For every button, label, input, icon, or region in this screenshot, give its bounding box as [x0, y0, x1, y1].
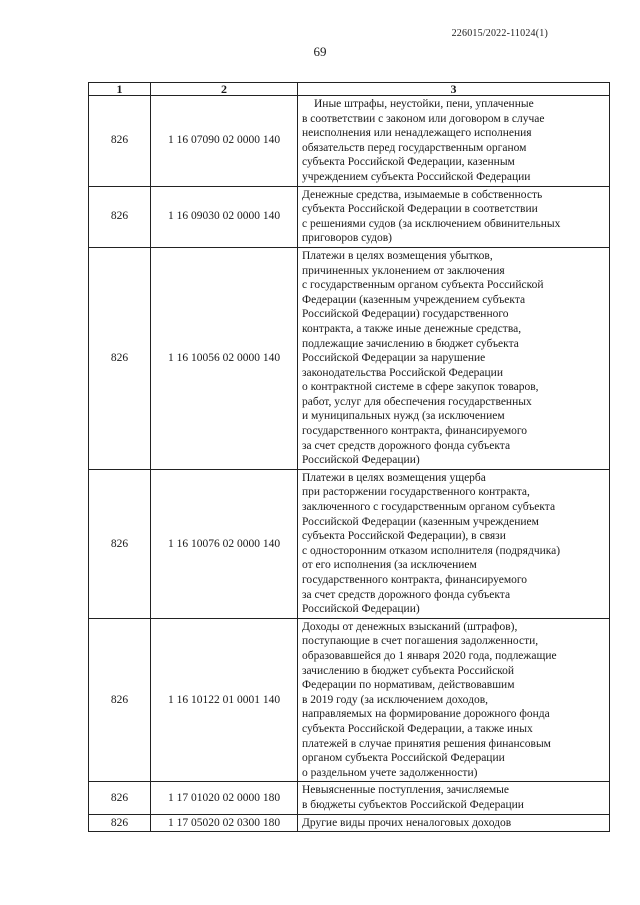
kbk-code-cell: 1 17 01020 02 0000 180: [151, 782, 298, 814]
description-line: платежей в случае принятия решения финансовым: [302, 737, 551, 750]
description-line: субъекта Российской Федерации, а также иных: [302, 722, 533, 735]
description-line: государственного контракта, финансируемого: [302, 425, 528, 438]
description-line: Российской Федерации (казенным учреждением: [302, 515, 539, 528]
description-line: органом субъекта Российской Федерации: [302, 752, 505, 765]
description-line: о раздельном учете задолженности): [302, 766, 478, 779]
description-line: заключенного с государственным органом субъекта: [302, 501, 556, 514]
description-line: от его исполнения (за исключением: [302, 559, 477, 572]
description-line: субъекта Российской Федерации в соответствии: [302, 203, 538, 216]
description-line: Российской Федерации) государственного: [302, 308, 509, 321]
table-row: [89, 814, 610, 832]
description-line: учреждением субъекта Российской Федерации: [302, 170, 531, 183]
admin-code-cell: 826: [89, 186, 151, 247]
column-header-3: 3: [298, 83, 610, 96]
description-cell: [298, 814, 610, 832]
description-line: за счет средств дорожного фонда субъекта: [302, 439, 511, 452]
description-line: Федерации по нормативам, действовавшим: [302, 679, 515, 692]
description-cell: [298, 96, 610, 187]
description-line: в бюджеты субъектов Российской Федерации: [302, 798, 524, 811]
description-line: неисполнения или ненадлежащего исполнения: [302, 127, 532, 140]
table-row: [89, 469, 610, 618]
admin-code-cell: 826: [89, 469, 151, 618]
description-cell: [298, 186, 610, 247]
description-line: поступающие в счет погашения задолженности,: [302, 635, 539, 648]
description-line: за счет средств дорожного фонда субъекта: [302, 588, 511, 601]
table-row: [89, 618, 610, 782]
kbk-code-cell: 1 16 10122 01 0001 140: [151, 618, 298, 782]
page-number: 69: [313, 44, 327, 59]
column-header-2: 2: [151, 83, 298, 96]
description-line: Доходы от денежных взысканий (штрафов),: [302, 620, 518, 633]
table-row: [89, 782, 610, 814]
description-line: в 2019 году (за исключением доходов,: [302, 693, 488, 706]
description-cell: [298, 618, 610, 782]
description-cell: [298, 469, 610, 618]
description-cell: [298, 247, 610, 469]
description-line: зачислению в бюджет субъекта Российской: [302, 664, 515, 677]
description-line: Федерации (казенным учреждением субъекта: [302, 293, 526, 306]
description-line: о контрактной системе в сфере закупок товаров,: [302, 381, 539, 394]
description-line: Иные штрафы, неустойки, пени, уплаченные: [314, 98, 534, 110]
description-line: при расторжении государственного контракта,: [302, 486, 530, 499]
description-line: субъекта Российской Федерации), в связи: [302, 530, 506, 543]
description-line: Российской Федерации): [302, 603, 420, 616]
description-line: с государственным органом субъекта Российской: [302, 279, 544, 292]
admin-code-cell: 826: [89, 782, 151, 814]
admin-code-cell: 826: [89, 814, 151, 832]
description-line: образовавшейся до 1 января 2020 года, подлежащие: [302, 649, 557, 662]
kbk-code-cell: 1 16 09030 02 0000 140: [151, 186, 298, 247]
description-line: работ, услуг для обеспечения государственных: [302, 395, 532, 408]
description-line: и муниципальных нужд (за исключением: [302, 410, 505, 423]
table-header-row: [89, 83, 610, 96]
description-line: субъекта Российской Федерации, казенным: [302, 156, 515, 169]
description-line: законодательства Российской Федерации: [302, 366, 503, 379]
description-line: Платежи в целях возмещения убытков,: [302, 249, 493, 262]
description-line: обязательств перед государственным органом: [302, 141, 527, 154]
table-row: [89, 96, 610, 187]
description-line: Невыясненные поступления, зачисляемые: [302, 784, 509, 797]
table-row: [89, 186, 610, 247]
description-line: Другие виды прочих неналоговых доходов: [302, 816, 512, 829]
description-line: в соответствии с законом или договором в случае: [302, 112, 545, 125]
budget-revenue-table: [88, 82, 610, 832]
description-cell: [298, 782, 610, 814]
description-line: Российской Федерации за нарушение: [302, 352, 486, 365]
description-line: Платежи в целях возмещения ущерба: [302, 471, 486, 484]
description-line: Российской Федерации): [302, 454, 420, 467]
description-line: подлежащие зачислению в бюджет субъекта: [302, 337, 519, 350]
description-line: с решениями судов (за исключением обвинительных: [302, 217, 561, 230]
column-header-1: 1: [89, 83, 151, 96]
admin-code-cell: 826: [89, 247, 151, 469]
admin-code-cell: 826: [89, 618, 151, 782]
admin-code-cell: 826: [89, 96, 151, 187]
document-registration-number: 226015/2022-11024(1): [451, 28, 548, 39]
description-line: государственного контракта, финансируемого: [302, 574, 528, 586]
kbk-code-cell: 1 17 05020 02 0300 180: [151, 814, 298, 832]
kbk-code-cell: 1 16 10056 02 0000 140: [151, 247, 298, 469]
description-line: направляемых на формирование дорожного фонда: [302, 708, 550, 721]
kbk-code-cell: 1 16 10076 02 0000 140: [151, 469, 298, 618]
description-line: Денежные средства, изымаемые в собственность: [302, 188, 543, 201]
table-row: [89, 247, 610, 469]
description-line: причиненных уклонением от заключения: [302, 264, 505, 277]
description-line: приговоров судов): [302, 232, 392, 245]
description-line: с односторонним отказом исполнителя (подрядчика): [302, 544, 561, 557]
description-line: контракта, а также иные денежные средства,: [302, 322, 522, 335]
kbk-code-cell: 1 16 07090 02 0000 140: [151, 96, 298, 187]
